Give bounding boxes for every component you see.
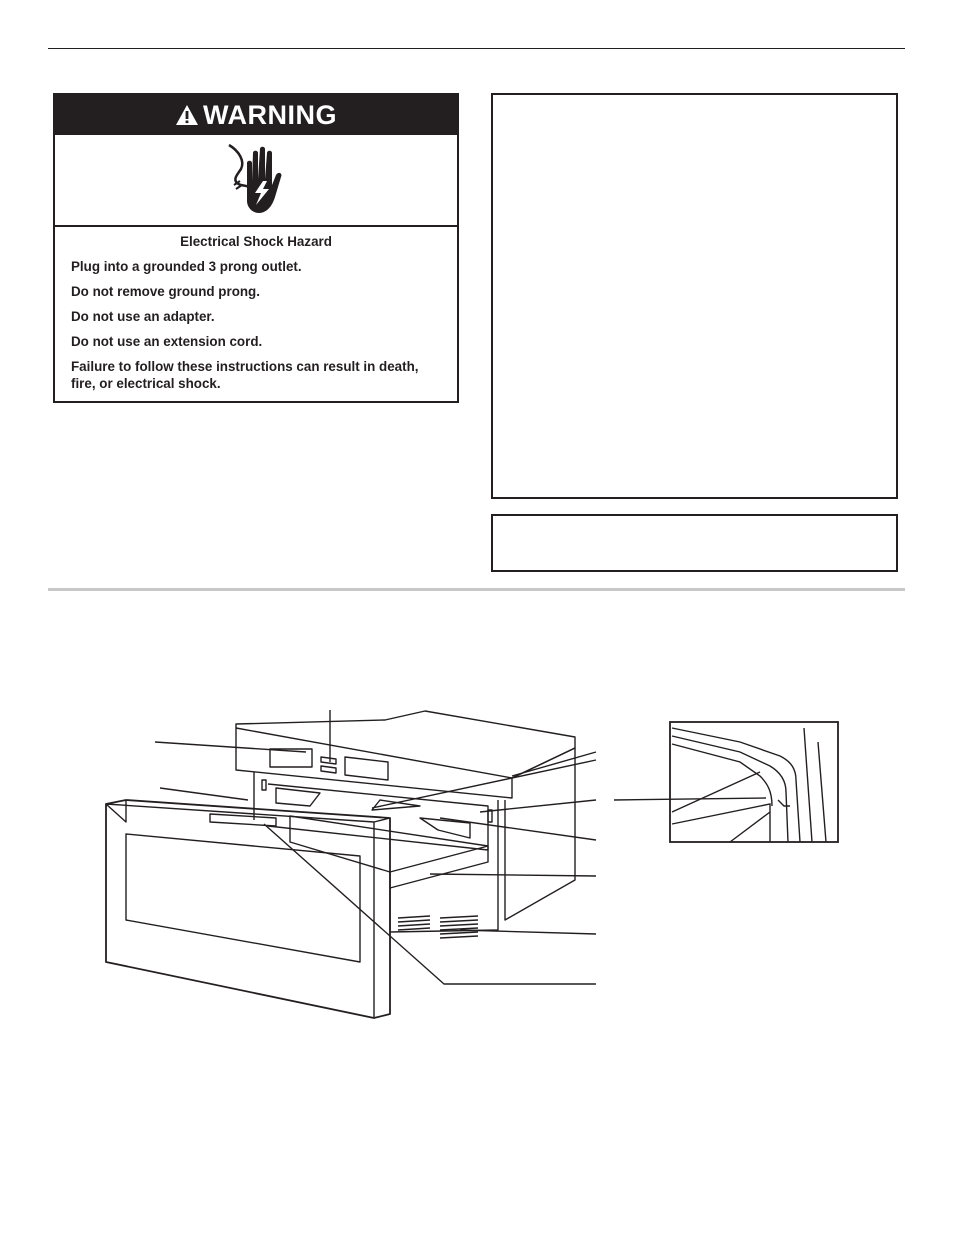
vents	[398, 916, 478, 938]
callout-line	[160, 788, 248, 800]
door-handle-strip	[210, 814, 276, 826]
door-window	[126, 834, 360, 962]
callout-line	[155, 742, 306, 752]
callout-line	[430, 874, 596, 876]
warning-line: Plug into a grounded 3 prong outlet.	[71, 259, 302, 274]
cabinet-side	[505, 748, 575, 920]
panel-buttons	[321, 757, 336, 773]
callout-line	[512, 752, 596, 776]
warning-line: Do not use an adapter.	[71, 309, 215, 324]
cabinet-top	[236, 711, 575, 778]
callout-line	[264, 824, 596, 984]
door-detail-inset-icon	[614, 722, 838, 842]
consequence-line-1: Failure to follow these instructions can result in death,	[71, 359, 419, 374]
door-front	[106, 800, 390, 1018]
warning-line: Do not use an extension cord.	[71, 334, 263, 349]
warning-line: Do not remove ground prong.	[71, 284, 260, 299]
consequence-line-2: fire, or electrical shock.	[71, 376, 221, 391]
panel-display-right	[345, 757, 388, 780]
callout-line	[372, 760, 596, 808]
hazard-title: Electrical Shock Hazard	[180, 234, 332, 249]
cabinet-frame	[254, 772, 498, 932]
callout-line	[460, 930, 596, 934]
warning-heading: WARNING	[203, 99, 337, 130]
